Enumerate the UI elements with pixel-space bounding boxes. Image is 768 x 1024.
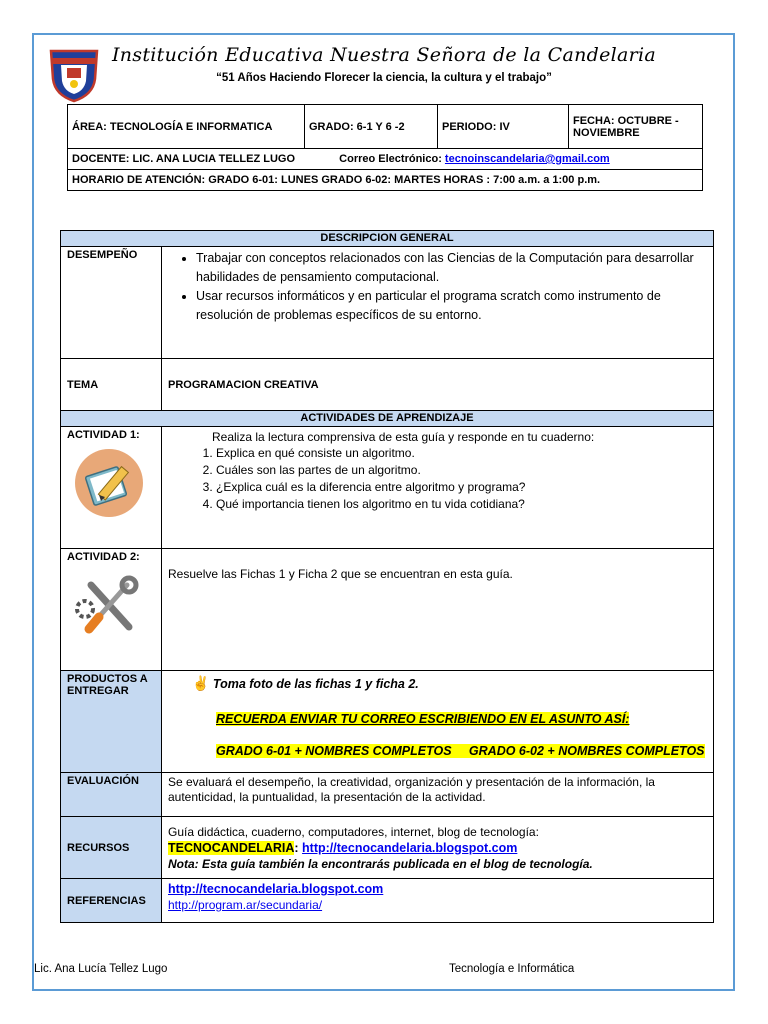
recursos-colon: :	[294, 840, 299, 855]
productos-line2: RECUERDA ENVIAR TU CORREO ESCRIBIENDO EN EL ASUNTO ASÍ:	[216, 712, 630, 726]
notebook-pencil-icon	[73, 447, 145, 519]
actividad1-label: ACTIVIDAD 1:	[67, 429, 140, 441]
referencias-link-program[interactable]: http://program.ar/secundaria/	[168, 898, 323, 912]
correo-link[interactable]: tecnoinscandelaria@gmail.com	[444, 153, 610, 165]
docente-row	[68, 149, 703, 170]
institution-motto: “51 Años Haciendo Florecer la ciencia, la cultura y el trabajo”	[216, 72, 552, 84]
actividad2-label: ACTIVIDAD 2:	[67, 551, 140, 563]
evaluacion-text: Se evaluará el desempeño, la creatividad, organización y presentación de la información, la autenticidad, la puntualidad, la presentación de la actividad.	[162, 773, 714, 817]
fecha-cell: FECHA: OCTUBRE - NOVIEMBRE	[569, 105, 703, 149]
main-description-table	[60, 230, 714, 923]
correo-label: Correo Electrónico:	[339, 153, 442, 165]
actividad1-content	[162, 427, 714, 549]
footer-author: Lic. Ana Lucía Tellez Lugo	[34, 963, 168, 975]
referencias-content	[162, 879, 714, 923]
desempeno-item: • Usar recursos informáticos y en particular el programa scratch como instrumento de resolución de problemas específicos de su entorno.	[196, 287, 707, 325]
recursos-line1: Guía didáctica, cuaderno, computadores, internet, blog de tecnología:	[168, 824, 539, 839]
grado-cell: GRADO: 6-1 Y 6 -2	[305, 105, 438, 149]
productos-line3-row	[192, 744, 707, 758]
actividad1-item: 2. Cuáles son las partes de un algoritmo.	[216, 462, 707, 479]
actividad1-intro: Realiza la lectura comprensiva de esta guía y responde en tu cuaderno:	[212, 430, 595, 444]
institution-title: Institución Educativa Nuestra Señora de la Candelaria	[111, 44, 657, 66]
recursos-brand: TECNOCANDELARIA	[168, 840, 295, 855]
actividad2-label-cell	[61, 549, 162, 671]
evaluacion-label: EVALUACIÓN	[61, 773, 162, 817]
desempeno-label: DESEMPEÑO	[61, 247, 162, 359]
recursos-note: Nota: Esta guía también la encontrarás publicada en el blog de tecnología.	[168, 856, 593, 871]
area-cell: ÁREA: TECNOLOGÍA E INFORMATICA	[68, 105, 305, 149]
actividad1-item: 4. Qué importancia tienen los algoritmo en tu vida cotidiana?	[216, 496, 707, 513]
actividades-band: ACTIVIDADES DE APRENDIZAJE	[61, 411, 714, 427]
tema-label: TEMA	[61, 359, 162, 411]
productos-line3: GRADO 6-01 + NOMBRES COMPLETOS GRADO 6-02 + NOMBRES COMPLETOS	[216, 744, 705, 758]
referencias-label: REFERENCIAS	[61, 879, 162, 923]
header-info-table	[67, 104, 703, 191]
actividad1-item: 3. ¿Explica cuál es la diferencia entre algoritmo y programa?	[216, 479, 707, 496]
footer-subject: Tecnología e Informática	[449, 963, 575, 975]
tools-wrench-screwdriver-icon	[71, 571, 147, 641]
horario-cell: HORARIO DE ATENCIÓN: GRADO 6-01: LUNES GRADO 6-02: MARTES HORAS : 7:00 a.m. a 1:00 p.m.	[68, 170, 703, 191]
hand-pointer-icon: ✌	[192, 675, 210, 691]
docente-text: DOCENTE: LIC. ANA LUCIA TELLEZ LUGO	[72, 153, 296, 165]
actividad1-label-cell	[61, 427, 162, 549]
periodo-cell: PERIODO: IV	[438, 105, 569, 149]
productos-line2-row	[192, 712, 707, 726]
actividad2-text: Resuelve las Fichas 1 y Ficha 2 que se encuentran en esta guía.	[162, 549, 714, 671]
productos-line1: Toma foto de las fichas 1 y ficha 2.	[212, 677, 419, 691]
productos-line1-row	[192, 675, 707, 692]
referencias-link-blog[interactable]: http://tecnocandelaria.blogspot.com	[168, 882, 384, 896]
actividad1-item: 1. Explica en qué consiste un algoritmo.	[216, 445, 707, 462]
desempeno-item: • Trabajar con conceptos relacionados con las Ciencias de la Computación para desarrollar habilidades de pensamiento computacional.	[196, 249, 707, 287]
recursos-content	[162, 817, 714, 879]
productos-label: PRODUCTOS A ENTREGAR	[61, 671, 162, 773]
productos-content	[162, 671, 714, 773]
recursos-blog-link[interactable]: http://tecnocandelaria.blogspot.com	[302, 840, 518, 855]
recursos-line2-row	[168, 840, 707, 856]
recursos-label: RECURSOS	[61, 817, 162, 879]
desempeno-content	[162, 247, 714, 359]
descripcion-general-band: DESCRIPCION GENERAL	[61, 231, 714, 247]
tema-value: PROGRAMACION CREATIVA	[162, 359, 714, 411]
